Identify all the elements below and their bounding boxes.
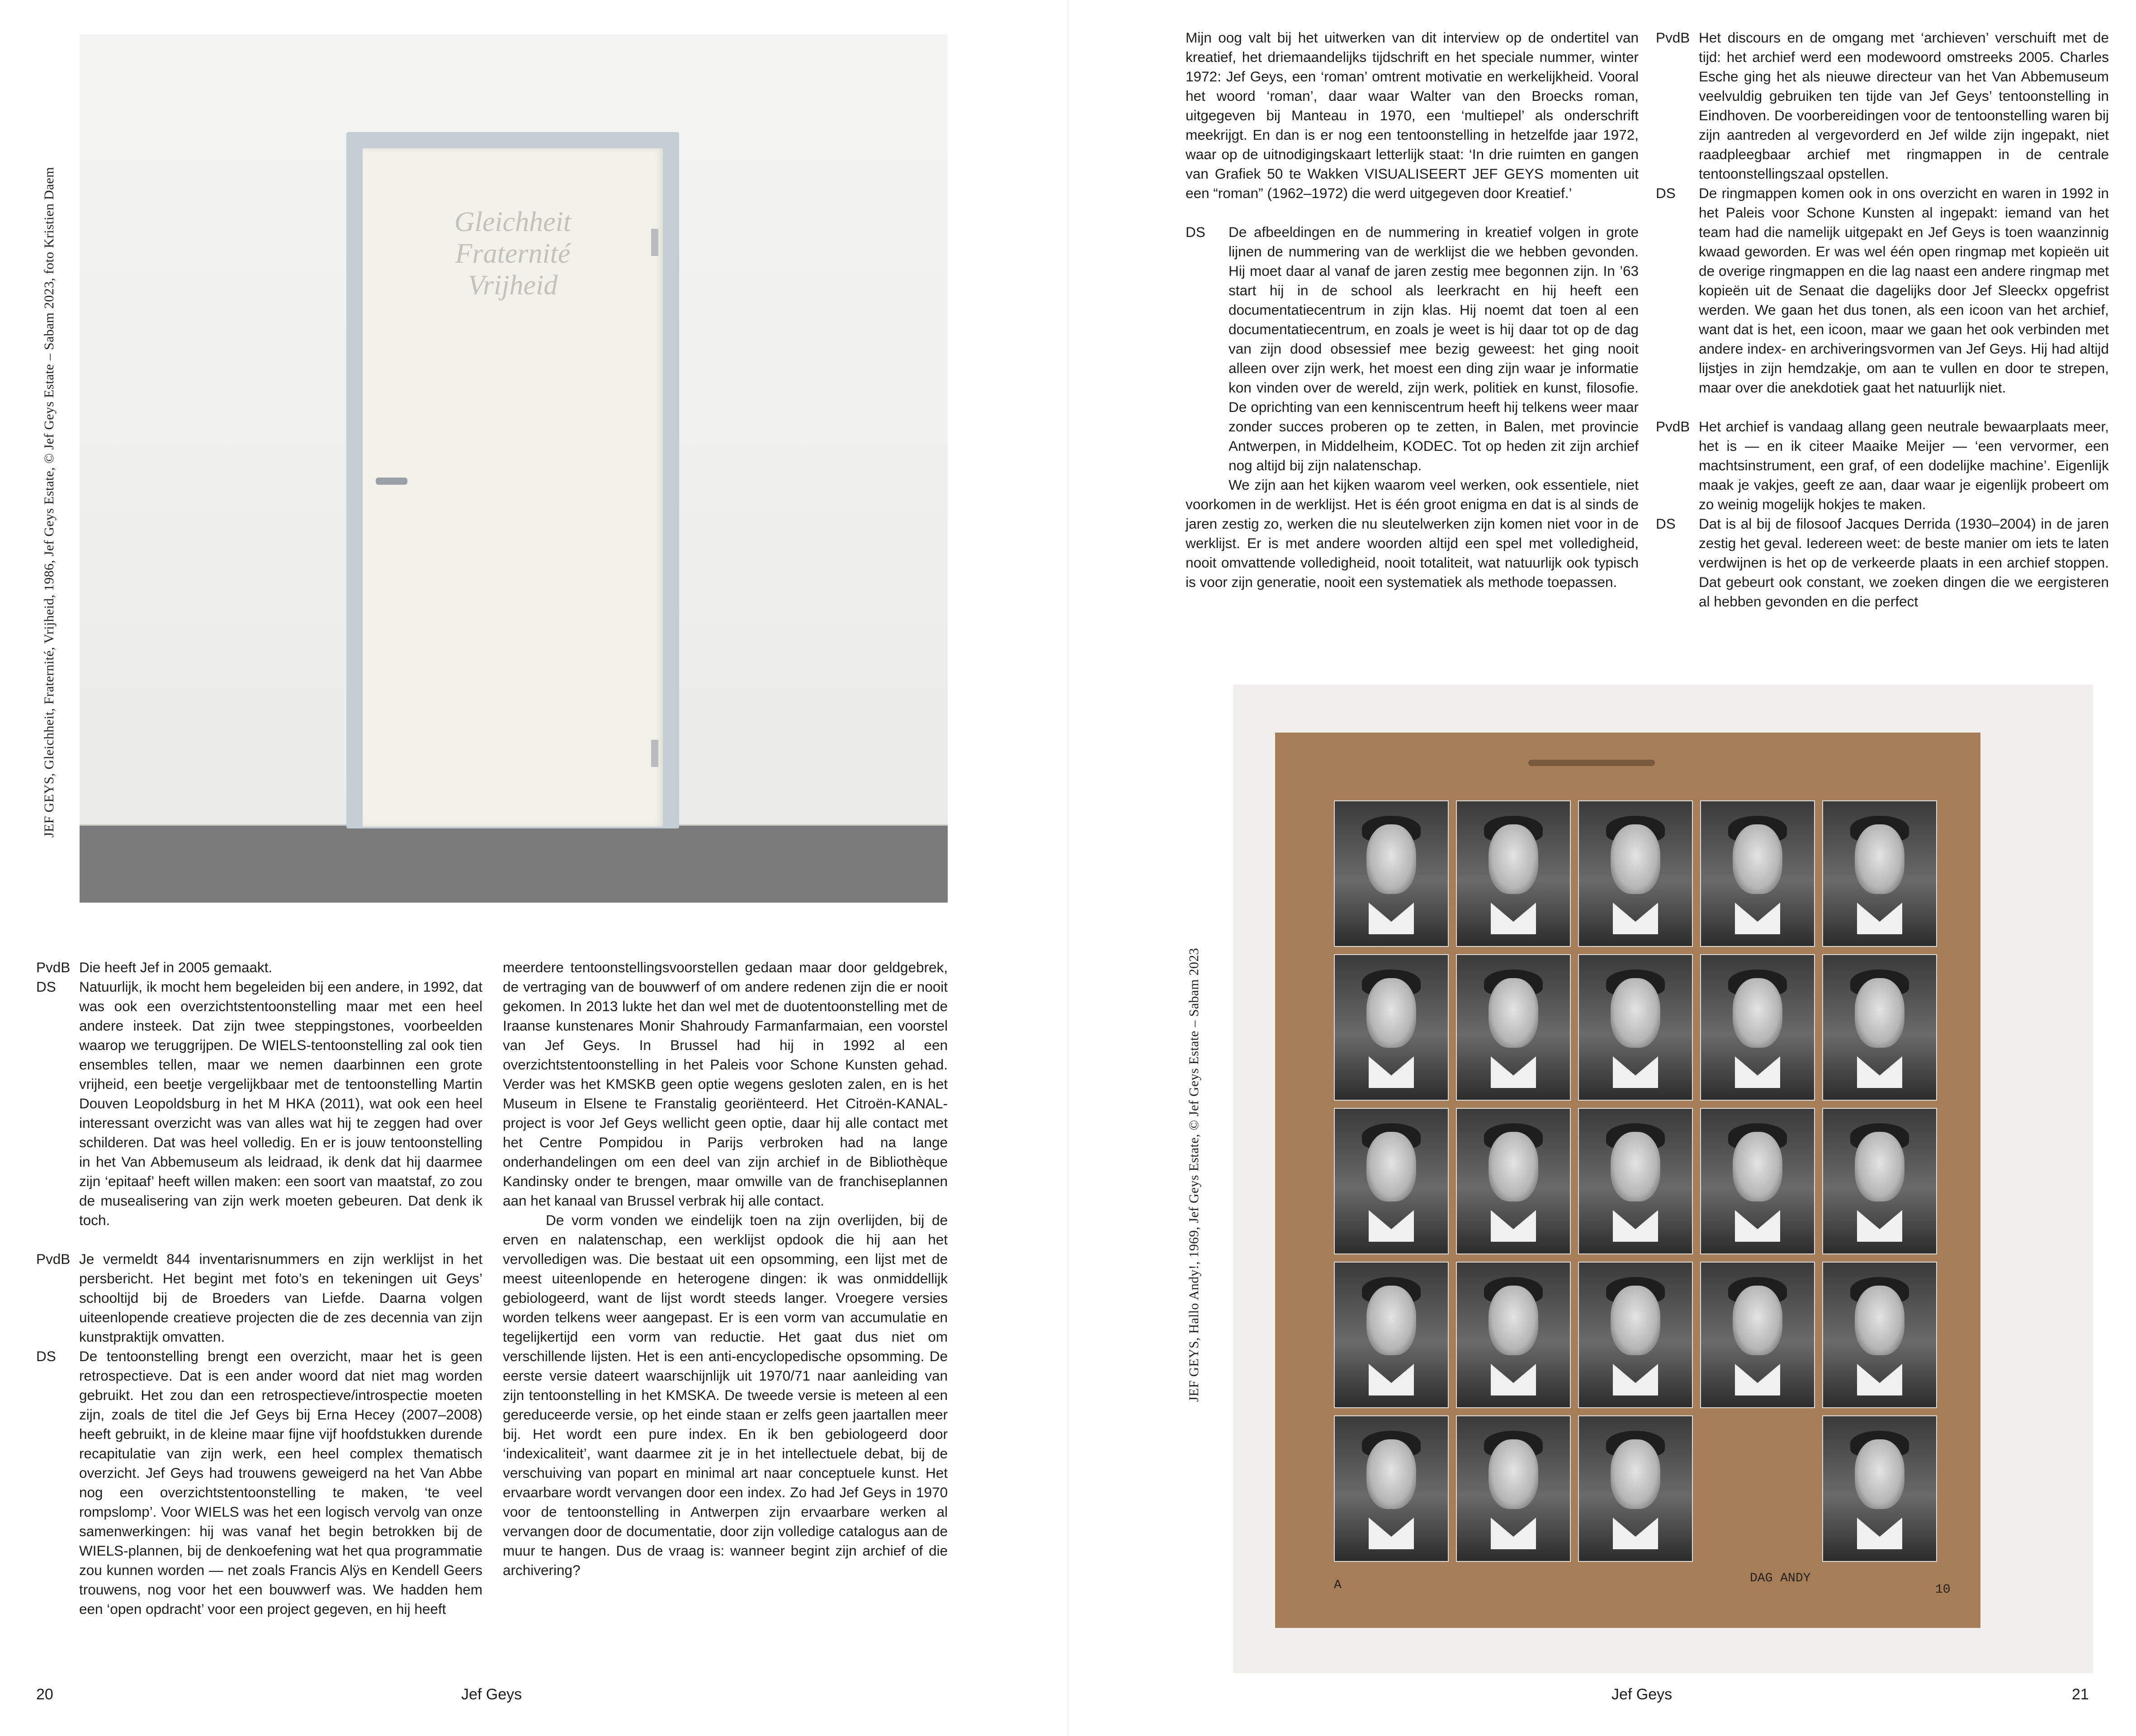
photobooth-portrait [1822,1262,1937,1408]
portrait-collar [1857,1210,1902,1242]
photobooth-portrait [1578,1108,1693,1254]
portrait-face [1489,1286,1538,1355]
door-hinge [651,229,658,256]
dialogue-turn [36,1249,482,1347]
speaker-initials: DS [36,1348,56,1364]
photobooth-portrait [1578,954,1693,1101]
dialogue-turn [36,958,482,977]
portrait-collar [1369,1056,1414,1088]
speaker-initials: DS [36,979,56,995]
dialogue-turn [1656,417,2109,514]
photobooth-portrait [1578,800,1693,947]
speaker-initials: PvdB [1656,418,1690,435]
paragraph: meerdere tentoonstellingsvoorstellen gedaan maar door geldgebrek, de vertraging van de bouwwerf of om andere redenen zijn die er nooit gekomen. In 2013 lukte het dan wel met de duotentoonstelling met de Iraanse kunstenares Monir Shahroudy Farmanfarmaian, een voorstel van Jef Geys. In Brussel had hij in 1992 al een overzichtstentoonstelling in het Paleis voor Schone Kunsten gehad. Verder was het KMSKB geen optie wegens gesloten zalen, en is het Museum in Elsene te Franstalig georiënteerd. Het Citroën-KANAL-project is voor Jef Geys wellicht geen optie, daar hij alle contact met het Centre Pompidou in Parijs verbroken had na lange onderhandelingen om een deel van zijn archief in de Bibliothèque Kandinsky onder te brengen, maar omwille van de franchiseplannen aan het kanaal van Brussel verbrak hij alle contact. [503,959,948,1209]
photobooth-portrait [1700,800,1815,947]
door-inscription-line: Gleichheit [454,207,572,237]
board-slot [1528,760,1655,766]
paragraph: We zijn aan het kijken waarom veel werken, ook essentiele, niet voorkomen in de werklijst. Het is één groot enigma en dat is al sinds de jaren zestig zo, werken die nu sleutelwerken zijn komen niet voor in de werklijst. Er is met andere woorden altijd een spel met volledigheid, nooit omvattende volledigheid, nooit totaliteit, wat natuurlijk ook typisch is voor zijn generatie, nooit een systematiek als methode toepassen. [1186,477,1639,590]
portrait-face [1611,1286,1660,1355]
speaker-initials: DS [1656,516,1676,532]
photobooth-portrait [1578,1415,1693,1562]
board-mark-right: 10 [1935,1583,1951,1597]
photobooth-portrait [1822,1415,1937,1562]
photobooth-portrait [1700,1108,1815,1254]
photobooth-board [1275,733,1980,1628]
photobooth-portrait [1700,954,1815,1101]
dialogue-text: Het archief is vandaag allang geen neutrale bewaarplaats meer, het is — en ik citeer Maaike Meijer — ‘een vervormer, een machtsinstrument, een graf, of een dodelijke machine’. Eigenlijk maak je vakjes, geeft ze aan, daar waar je eigenlijk probeert om zo weinig mogelijk hokjes te maken. [1699,418,2109,512]
portrait-collar [1369,1210,1414,1242]
portrait-collar [1491,1518,1536,1549]
door-hinge [651,740,658,767]
speaker-initials: DS [1656,185,1676,201]
photobooth-portrait [1334,1415,1449,1562]
interview-column-left-1 [36,958,482,1619]
portrait-face [1489,824,1538,894]
interview-column-right-2 [1656,28,2109,611]
portrait-face [1366,824,1416,894]
running-head: Jef Geys [461,1686,522,1703]
photobooth-portrait [1822,1108,1937,1254]
speaker-initials: PvdB [36,1251,71,1267]
door-photograph [80,34,948,903]
portrait-face [1855,1286,1904,1355]
dialogue-turn [1656,514,2109,611]
paragraph-gap [1656,397,2109,417]
portrait-face [1855,978,1904,1048]
portrait-collar [1735,1364,1780,1395]
portrait-face [1733,824,1782,894]
dialogue-turn [1656,28,2109,184]
interview-column-right-1 [1186,28,1639,592]
photobooth-portrait [1334,800,1449,947]
photobooth-portrait [1822,954,1937,1101]
photobooth-portrait [1456,800,1571,947]
photobooth-portrait [1456,1262,1571,1408]
portrait-face [1611,1439,1660,1509]
dialogue-turn [36,977,482,1230]
paragraph: Mijn oog valt bij het uitwerken van dit interview op de ondertitel van kreatief, het driemaandelijks tijdschrift en het speciale nummer, winter 1972: Jef Geys, een ‘roman’ omtrent motivatie en werkelijkheid. Vooral het woord ‘roman’, daar waar Walter van den Broecks roman, uitgegeven bij Manteau in 1970, een ‘multiepel’ als onderschrift meekrijgt. En dan is er nog een tentoonstelling in hetzelfde jaar 1972, waar op de uitnodigingskaart letterlijk staat: ‘In drie ruimten en gangen van Grafiek 50 te Wakken VISUALISEERT JEF GEYS momenten uit een “roman” (1962–1972) die werd uitgegeven door Kreatief.’ [1186,29,1639,201]
dialogue-text: Je vermeldt 844 inventarisnummers en zijn werklijst in het persbericht. Het begint met foto’s en tekeningen uit Geys’ schooltijd bij de Broeders van Liefde. Daarna volgen uiteenlopende creatieve projecten die de zes decennia van zijn kunstpraktijk omvatten. [79,1251,482,1345]
dialogue-text: De ringmappen komen ook in ons overzicht en waren in 1992 in het Paleis voor Schone Kunsten al ingepakt: iemand van het team had die namelijk uitgepakt en Jef Geys is toen waanzinnig kwaad geworden. Er was wel één open ringmap met kopieën uit de overige ringmappen en die lag naast een andere ringmap met kopieën uit de Senaat die dagelijks door Jef Sleeckx opgefrist werden. We gaan het dus tonen, als een icoon van het archief, want dat is het, een icoon, maar we gaan het ook verbinden met andere index- en archiveringsvormen van Jef Geys. Hij had altijd lijstjes in zijn hemdzakje, om aan te vullen en door te strepen, maar over die anekdotiek gaat het natuurlijk niet. [1699,185,2109,396]
portrait-face [1733,1132,1782,1201]
door-inscription-line: Fraternité [455,238,571,269]
paragraph-gap [36,1230,482,1249]
door-handle [376,478,407,485]
door-inscription [363,206,663,301]
portrait-collar [1735,1210,1780,1242]
portrait-face [1366,1286,1416,1355]
portrait-face [1489,1132,1538,1201]
portrait-collar [1369,1364,1414,1395]
running-head: Jef Geys [1611,1686,1673,1703]
dialogue-text: Die heeft Jef in 2005 gemaakt. [79,959,273,975]
portrait-collar [1613,1518,1658,1549]
portrait-collar [1735,1056,1780,1088]
dialogue-text: Natuurlijk, ik mocht hem begeleiden bij een andere, in 1992, dat was ook een overzichtstentoonstelling maar met een heel andere insteek. Dat zijn twee steppingstones, voorbeelden waarop we teruggrijpen. De WIELS-tentoonstelling zal ook tien ensembles tellen, maar we nemen daarbinnen een grote vrijheid, een beetje vergelijkbaar met de tentoonstelling Martin Douven Leopoldsburg in het M HKA (2011), wat ook een heel interessant overzicht was van alles wat hij te zeggen had over schilderen. Dat was heel volledig. En er is jouw tentoonstelling in het Van Abbemuseum als leidraad, ik denk dat hij daarmee zijn ‘epitaaf’ heeft willen maken: een soort van maatstaf, zo zou de musealisering van zijn werk moeten gebeuren. Dat denk ik toch. [79,979,482,1228]
speaker-initials: PvdB [1656,29,1690,46]
photobooth-portrait [1700,1262,1815,1408]
page-number: 20 [36,1686,53,1703]
door-photo-caption: JEF GEYS, Gleichheit, Fraternité, Vrijheid, 1986, Jef Geys Estate, © Jef Geys Estate – Sabam 2023, foto Kristien Daem [42,167,57,837]
portrait-collar [1857,1518,1902,1549]
portrait-collar [1613,1210,1658,1242]
paragraph-gap [1186,203,1639,222]
portrait-collar [1613,1056,1658,1088]
portrait-collar [1369,903,1414,934]
dialogue-text: De afbeeldingen en de nummering in kreatief volgen in grote lijnen de nummering van de werklijst die we hebben gevonden. Hij moet daar al vanaf de jaren zestig mee begonnen zijn. In ’63 start hij in de school als leerkracht en hij heeft een documentatiecentrum in zijn klas. Hij noemt dat toen al een documentatiecentrum, en zoals je weet is hij daar tot op de dag van zijn dood obsessief mee bezig geweest: het ging nooit alleen over zijn werk, het moest een ding zijn waar je informatie kon vinden over de wereld, zijn werk, politiek en kunst, filosofie. De oprichting van een kenniscentrum heeft hij telkens weer maar zonder succes proberen op te zetten, in Balen, met provincie Antwerpen, in Middelheim, KODEC. Tot op heden zit zijn archief nog altijd bij zijn nalatenschap. [1229,224,1639,473]
portrait-collar [1857,1056,1902,1088]
dialogue-turn [36,1347,482,1619]
portrait-collar [1491,1210,1536,1242]
portrait-face [1611,978,1660,1048]
dialogue-turn [1186,222,1639,475]
board-mark-left: A [1334,1578,1342,1592]
speaker-initials: PvdB [36,959,71,975]
dialogue-text: Het discours en de omgang met ‘archieven’ verschuift met de tijd: het archief werd een modewoord omstreeks 2005. Charles Esche ging het als nieuwe directeur van het Van Abbemuseum veelvuldig gebruiken ten tijde van Jef Geys’ tentoonstelling in Eindhoven. De voorbereidingen voor de tentoonstelling waren bij zijn aantreden al vergevorderd en Jef wilde zijn ingepakt, niet raadpleegbaar archief met ringmappen in de centrale tentoonstellingszaal opstellen. [1699,29,2109,182]
photobooth-portrait [1334,954,1449,1101]
portrait-collar [1491,1056,1536,1088]
photo-floor [80,826,948,903]
photobooth-portrait [1456,1108,1571,1254]
dialogue-text: Dat is al bij de filosoof Jacques Derrida (1930–2004) in de jaren zestig het geval. Iedereen weet: de beste manier om iets te laten verdwijnen is het op de verkeerde plaats in een archief stoppen. Dat gebeurt ook constant, we zoeken dingen die we eergisteren al hebben gevonden en die perfect [1699,516,2109,610]
paragraph: De vorm vonden we eindelijk toen na zijn overlijden, bij de erven en nalatenschap, een werklijst opdook die hij aan het vervolledigen was. Die bestaat uit een opsomming, een lijst met de meest uiteenlopende en heterogene dingen: ik was onmiddellijk gebiologeerd, want de lijst wordt steeds langer. Vroegere versies worden telkens weer aangepast. Er is een vorm van accumulatie en tegelijkertijd een vorm van reductie. Het gaat dus niet om verschillende lijsten. Het is een anti-encyclopedische opsomming. De eerste versie dateert waarschijnlijk uit 1970/71 naar aanleiding van zijn tentoonstelling in het KMSKA. De tweede versie is meteen al een gereduceerde versie, op het einde staan er zelfs geen jaartallen meer bij. Het wordt een pure index. En ik ben gebiologeerd door ‘indexicaliteit’, want daarmee zit je in het intellectuele debat, bij de verschuiving van popart en minimal art naar conceptuele kunst. Het ervaarbare wordt vervangen door een index. Zo had Jef Geys in 1970 voor de tentoonstelling in Antwerpen zijn ervaarbare werken al vervangen door de documentatie, door zijn volledige catalogus aan de muur te hangen. Dus de vraag is: wanneer begint zijn archief of die archivering? [503,1212,948,1578]
portrait-face [1733,1286,1782,1355]
portrait-collar [1613,1364,1658,1395]
portrait-face [1611,1132,1660,1201]
dialogue-text: De tentoonstelling brengt een overzicht, maar het is geen retrospectieve. Dat is een ander woord dat niet mag worden gebruikt. Het zou dan een retrospectieve/introspectie moeten zijn, zoals de titel die Jef Geys bij Erna Hecey (2007–2008) heeft gebruikt, in de kleine maar fijne vijf hoofdstukken durende recapitulatie van zijn werk, een heel complex thematisch overzicht. Jef Geys had trouwens geweigerd na het Van Abbe nog een overzichtstentoonstelling te maken, ‘te veel rompslomp’. Voor WIELS was het een logisch vervolg van onze samenwerkingen: hij was vanaf het begin betrokken bij de WIELS-plannen, bij de denkoefening wat het qua programmatie zou kunnen worden — net zoals Francis Alÿs en Kendell Geers trouwens, nog voor het een bouwwerf was. We hadden hem een ‘open opdracht’ voor een project gegeven, en hij heeft [79,1348,482,1617]
photobooth-portrait [1334,1108,1449,1254]
portrait-face [1489,1439,1538,1509]
photobooth-portrait [1456,954,1571,1101]
photobooth-caption: JEF GEYS, Hallo Andy!, 1969, Jef Geys Estate, © Jef Geys Estate – Sabam 2023 [1186,948,1201,1402]
portrait-collar [1491,903,1536,934]
photobooth-portrait [1822,800,1937,947]
portrait-collar [1735,903,1780,934]
photobooth-portrait [1334,1262,1449,1408]
portrait-collar [1491,1364,1536,1395]
page-number: 21 [2072,1686,2089,1703]
portrait-collar [1369,1518,1414,1549]
portrait-face [1855,824,1904,894]
portrait-collar [1857,903,1902,934]
board-mark-center: DAG ANDY [1750,1571,1811,1585]
portrait-face [1733,978,1782,1048]
portrait-face [1611,824,1660,894]
portrait-collar [1857,1364,1902,1395]
door-inscription-line: Vrijheid [468,270,558,301]
dialogue-turn [1656,184,2109,397]
portrait-face [1489,978,1538,1048]
speaker-initials: DS [1186,224,1205,240]
portrait-collar [1613,903,1658,934]
interview-column-left-2 [503,958,948,1580]
photobooth-portrait [1456,1415,1571,1562]
portrait-face [1366,978,1416,1048]
portrait-face [1366,1439,1416,1509]
portrait-face [1855,1439,1904,1509]
photobooth-portrait [1578,1262,1693,1408]
portrait-face [1855,1132,1904,1201]
portrait-face [1366,1132,1416,1201]
